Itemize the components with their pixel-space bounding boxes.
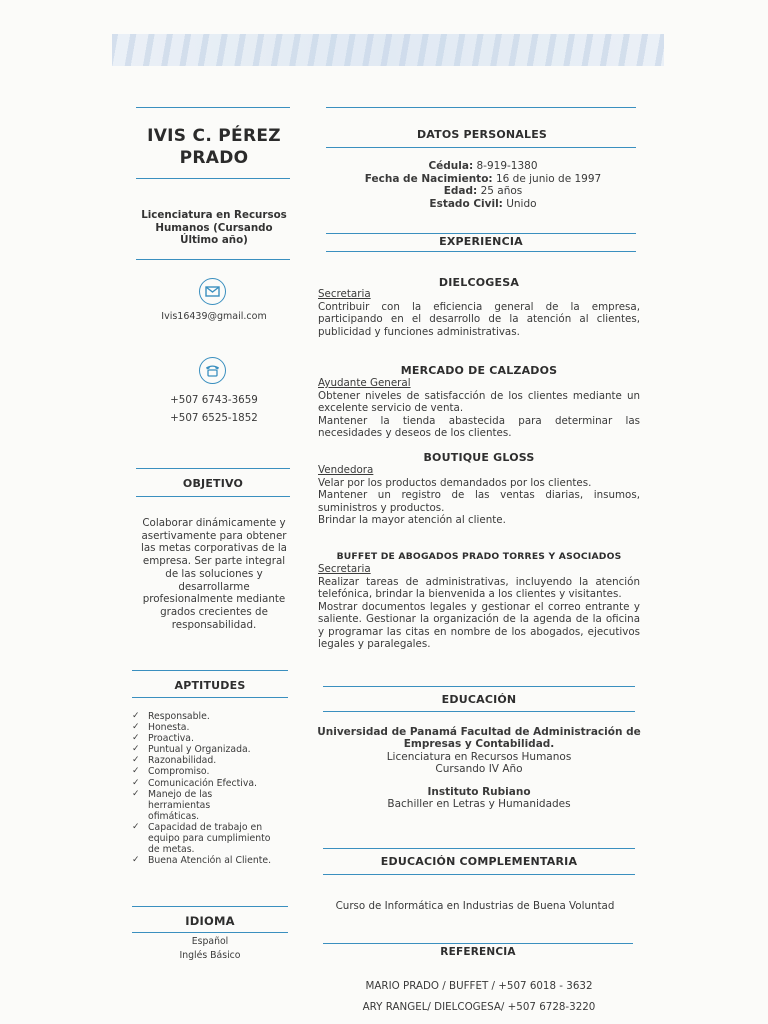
education-heading: EDUCACIÓN (441, 693, 517, 706)
job-role: Secretaria (318, 288, 371, 300)
job-role: Secretaria (318, 563, 371, 575)
divider (326, 147, 636, 148)
objective-line: las metas corporativas de la (141, 542, 287, 555)
aptitude-item: ✓ Puntual y Organizada. (131, 744, 281, 755)
divider (326, 233, 636, 234)
candidate-name (126, 125, 302, 169)
degree-summary (126, 209, 302, 247)
job-description: Mantener un registro de las ventas diarias, insumos, suministros y productos. (318, 489, 640, 514)
divider (323, 848, 635, 849)
complementary-course: Curso de Informática en Industrias de Buena Voluntad (335, 900, 615, 912)
job-entry (318, 288, 640, 338)
job-description: Realizar tareas de administrativas, incluyendo la atención telefónica, brindar la bienvenida a los clientes y visitantes. (318, 575, 640, 600)
job-role: Vendedora (318, 464, 374, 476)
divider (136, 178, 290, 179)
objective-line: Colaborar dinámicamente y (142, 517, 286, 529)
objective-line: asertivamente para obtener (141, 529, 287, 542)
job-entry (318, 563, 640, 651)
experience-heading: EXPERIENCIA (439, 235, 523, 248)
personal-data-heading: DATOS PERSONALES (416, 128, 548, 141)
idioma-heading: IDIOMA (185, 914, 235, 928)
school-degree: Bachiller en Letras y Humanidades (387, 798, 571, 811)
aptitude-item: ✓ Comunicación Efectiva. (131, 778, 281, 789)
job-description: Velar por los productos demandados por los clientes. (318, 476, 592, 489)
language-2: Inglés Básico (179, 950, 241, 961)
telephone-icon (199, 357, 226, 384)
language-1: Español (191, 936, 229, 947)
divider (136, 468, 290, 469)
aptitude-item: ✓ Compromiso. (131, 766, 281, 777)
job-role: Ayudante General (318, 377, 411, 389)
marital-label: Estado Civil: (429, 197, 503, 210)
degree-line-2: Humanos (Cursando (155, 221, 273, 234)
divider (323, 686, 635, 687)
phone-numbers (126, 391, 302, 427)
envelope-icon (199, 278, 226, 305)
cedula-row (320, 160, 646, 173)
objective-line: profesionalmente mediante (142, 593, 286, 606)
divider (132, 906, 288, 907)
divider (132, 932, 288, 933)
divider (132, 697, 288, 698)
phone-2[interactable]: +507 6525-1852 (170, 412, 258, 424)
divider (323, 874, 635, 875)
divider (326, 251, 636, 252)
university-degree: Licenciatura en Recursos Humanos (386, 750, 572, 763)
job-company: DIELCOGESA (438, 276, 520, 289)
job-company: MERCADO DE CALZADOS (400, 364, 558, 377)
aptitude-item: ✓ Capacidad de trabajo en equipo para cumplimiento de metas. (131, 822, 272, 855)
degree-line-1: Licenciatura en Recursos (141, 209, 287, 221)
birthdate-value: 16 de junio de 1997 (495, 172, 602, 185)
divider (136, 107, 290, 108)
reference-2: ARY RANGEL/ DIELCOGESA/ +507 6728-3220 (362, 1001, 596, 1013)
divider (136, 259, 290, 260)
objective-line: grados crecientes de (160, 605, 268, 618)
languages (132, 935, 288, 963)
objective-heading: OBJETIVO (182, 477, 244, 490)
objective-line: desarrollarme (178, 580, 250, 593)
reference-1: MARIO PRADO / BUFFET / +507 6018 - 3632 (365, 980, 593, 992)
personal-data (320, 160, 646, 210)
name-line-1: IVIS C. PÉREZ (147, 126, 281, 146)
age-value: 25 años (480, 185, 523, 198)
aptitude-item: ✓ Buena Atención al Cliente. (131, 855, 281, 866)
age-row (320, 185, 646, 198)
references-heading: REFERENCIA (440, 946, 516, 958)
job-description: Brindar la mayor atención al cliente. (318, 514, 506, 526)
aptitude-item: ✓ Razonabilidad. (131, 755, 281, 766)
school-name: Instituto Rubiano (427, 785, 531, 798)
aptitude-item: ✓ Responsable. (131, 711, 281, 722)
job-company: BOUTIQUE GLOSS (423, 451, 535, 464)
references-list (312, 976, 646, 1018)
job-company: BUFFET DE ABOGADOS PRADO TORRES Y ASOCIADOS (336, 551, 622, 562)
objective-line: empresa. Ser parte integral (142, 555, 286, 568)
degree-line-3: Último año) (180, 234, 248, 246)
objective-line: de las soluciones y (165, 567, 263, 580)
job-description: Mantener la tienda abastecida para determinar las necesidades y deseos de los clientes. (318, 414, 640, 439)
divider (326, 107, 636, 108)
job-entry (318, 464, 640, 527)
objective-line: responsabilidad. (171, 618, 257, 631)
divider (136, 496, 290, 497)
job-description: Contribuir con la eficiencia general de la empresa, participando en el desarrollo de la atención al clientes, publicidad y funciones administrativas. (318, 300, 640, 338)
aptitude-item: ✓ Proactiva. (131, 733, 281, 744)
header-banner (112, 34, 664, 66)
job-description: Obtener niveles de satisfacción de los clientes mediante un excelente servicio de venta. (318, 389, 640, 414)
cedula-value: 8-919-1380 (476, 160, 538, 172)
aptitude-item: ✓ Honesta. (131, 722, 281, 733)
aptitudes-list (131, 711, 281, 866)
cedula-label: Cédula: (428, 160, 474, 172)
job-description: Mostrar documentos legales y gestionar el correo entrante y saliente. Gestionar la organización de la agenda de la oficina y programar las citas en nombre de los abogados, ejecutivos legales y paralegales. (318, 600, 640, 650)
divider (132, 670, 288, 671)
education-entries (312, 726, 646, 810)
divider (323, 711, 635, 712)
complementary-heading: EDUCACIÓN COMPLEMENTARIA (380, 855, 578, 868)
university-name-cont: Empresas y Contabilidad. (403, 738, 555, 751)
birthdate-label: Fecha de Nacimiento: (364, 172, 493, 185)
objective-text (126, 517, 302, 631)
marital-value: Unido (506, 197, 537, 210)
job-entry (318, 377, 640, 440)
divider (323, 943, 633, 944)
aptitude-item: ✓ Manejo de las herramientas ofimáticas. (131, 789, 238, 822)
age-label: Edad: (443, 185, 478, 198)
aptitudes-heading: APTITUDES (174, 679, 246, 692)
birthdate-row (320, 173, 646, 186)
university-status: Cursando IV Año (435, 763, 523, 776)
university-name: Universidad de Panamá Facultad de Administración de (317, 726, 641, 738)
phone-1[interactable]: +507 6743-3659 (170, 394, 258, 406)
email-link[interactable]: Ivis16439@gmail.com (161, 311, 267, 322)
name-line-2: PRADO (179, 148, 249, 168)
marital-row (320, 198, 646, 211)
